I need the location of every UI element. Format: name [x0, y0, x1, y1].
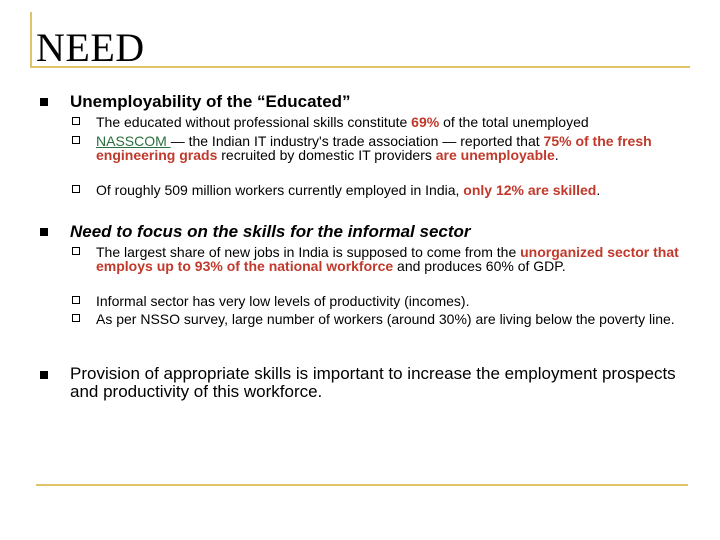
nasscom-link[interactable]: NASSCOM	[96, 133, 171, 149]
sub-bullet-box-icon	[72, 247, 80, 255]
sub-bullet-box-icon	[72, 296, 80, 304]
list-item: The largest share of new jobs in India is supposed to come from the unorganized sector that employs up to 93% of the national workforce and produces 60% of GDP.	[96, 244, 679, 274]
sub-bullet-box-icon	[72, 117, 80, 125]
slide-title: NEED	[36, 25, 145, 70]
list-item: Of roughly 509 million workers currently employed in India, only 12% are skilled.	[96, 182, 601, 198]
bullet-square-icon	[40, 228, 48, 236]
sub-bullet-box-icon	[72, 136, 80, 144]
bullet-square-icon	[40, 371, 48, 379]
closing-statement: Provision of appropriate skills is important to increase the employment prospects and productivity of this workforce.	[70, 364, 676, 401]
section-heading-unemployability: Unemployability of the “Educated”	[70, 92, 351, 111]
footer-rule	[36, 484, 688, 486]
bullet-square-icon	[40, 98, 48, 106]
sub-bullet-box-icon	[72, 185, 80, 193]
list-item: As per NSSO survey, large number of workers (around 30%) are living below the poverty line.	[96, 311, 675, 327]
list-item: NASSCOM — the Indian IT industry's trade association — reported that 75% of the fresh engineering grads recruited by domestic IT providers are unemployable.	[96, 133, 652, 163]
section-heading-informal-sector: Need to focus on the skills for the informal sector	[70, 222, 471, 241]
title-vertical-rule	[30, 12, 32, 66]
list-item: The educated without professional skills constitute 69% of the total unemployed	[96, 114, 589, 130]
sub-bullet-box-icon	[72, 314, 80, 322]
list-item: Informal sector has very low levels of productivity (incomes).	[96, 293, 470, 309]
